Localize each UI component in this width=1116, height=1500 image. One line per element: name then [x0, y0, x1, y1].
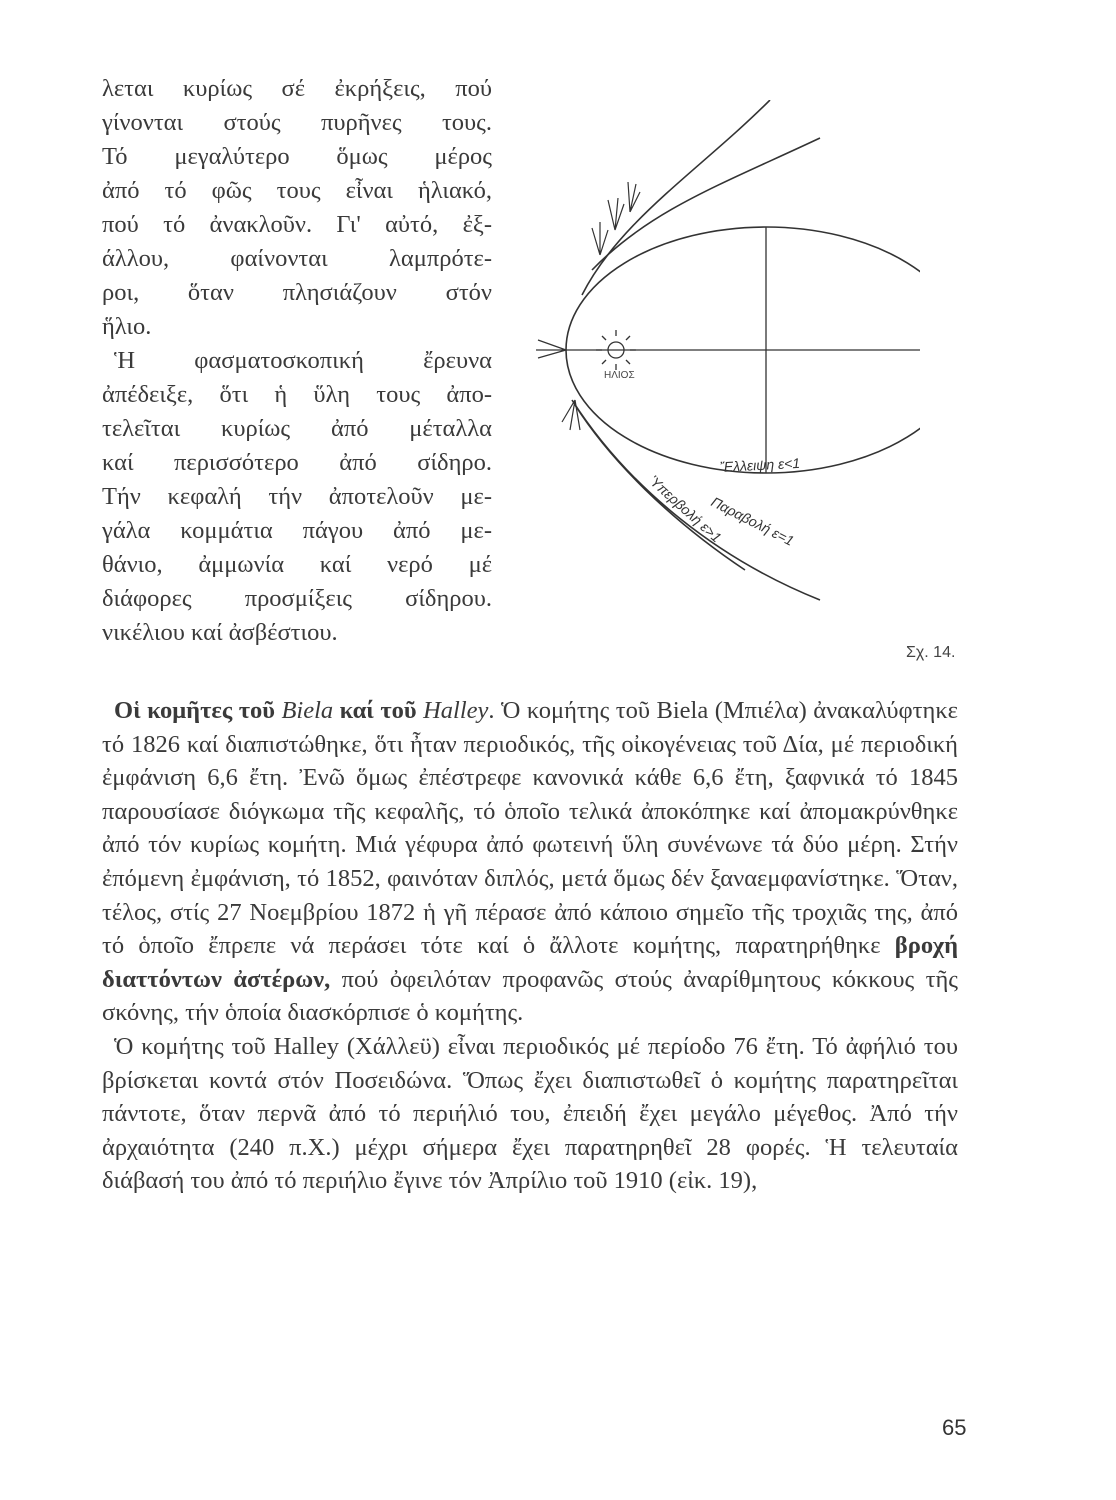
- text-line: γάλα κομμάτια πάγου ἀπό με-: [102, 517, 492, 544]
- left-column-text: [102, 72, 492, 650]
- ellipse-label: Ἔλλειψη ε<1: [719, 454, 801, 475]
- sun-label: ΗΛΙΟΣ: [604, 370, 635, 381]
- body-text: [102, 694, 958, 1198]
- comet-tail-5: [562, 400, 580, 430]
- orbit-diagram: [520, 100, 920, 620]
- section-paragraph-2: Ὁ κομήτης τοῦ Halley (Χάλλεϋ) εἶναι περιοδικός μέ περίοδο 76 ἔτη. Τό ἀφήλιό του βρίσκεται κοντά στόν Ποσειδώνα. Ὅπως ἔχει διαπιστωθεῖ ὁ κομήτης παρατηρεῖται πάντοτε, ὅταν περνᾶ ἀπό τό περιήλιό του, ἐπειδή ἔχει μεγάλο μέγεθος. Ἀπό τήν ἀρχαιότητα (240 π.Χ.) μέχρι σήμερα ἔχει παρατηρηθεῖ 28 φορές. Ἡ τελευταία διάβασή του ἀπό τό περιήλιο ἔγινε τόν Ἀπρίλιο τοῦ 1910 (εἰκ. 19),: [102, 1032, 958, 1195]
- comet-tail-3: [628, 182, 640, 212]
- comet-tail-4: [536, 340, 566, 358]
- text-line: ἀπό τό φῶς τους εἶναι ἡλιακό,: [102, 177, 492, 204]
- page-number: 65: [942, 1415, 967, 1440]
- text-line: γίνονται στούς πυρῆνες τους.: [102, 109, 492, 136]
- text-line: Τό μεγαλύτερο ὅμως μέρος: [102, 143, 492, 170]
- hyperbola-label: Ὑπερβολή ε>1: [645, 472, 725, 546]
- text-line: Τήν κεφαλή τήν ἀποτελοῦν με-: [102, 483, 492, 510]
- text-line: θάνιο, ἀμμωνία καί νερό μέ: [102, 551, 492, 578]
- paragraph-text: πού ὀφειλόταν προφανῶς στούς ἀναρίθμητους κόκκους τῆς σκόνης, τήν ὁποία διασκόρπισε ὁ κομήτης.: [102, 965, 958, 1027]
- parabola-upper-branch: [582, 100, 770, 295]
- paragraph-text: . Ὁ κομήτης τοῦ Biela (Μπιέλα) ἀνακαλύφτηκε τό 1826 καί διαπιστώθηκε, ὅτι ἦταν περιοδικός, τῆς οἰκογένειας τοῦ Δία, μέ περιοδική ἐμφάνιση 6,6 ἔτη. Ἐνῶ ὅμως ἐπέστρεφε κανονικά κάθε 6,6 ἔτη, ξαφνικά τό 1845 παρουσίασε διόγκωμα τῆς κεφαλῆς, τό ὁποῖο τελικά ἀποκόπηκε καί ἀπομακρύνθηκε ἀπό τόν κυρίως κομήτη. Μιά γέφυρα ἀπό φωτεινή ὕλη συνένωνε τά δύο μέρη. Στήν ἐπόμενη ἐμφάνιση, τό 1852, φαινόταν διπλός, μετά ὅμως δέν ξαναεμφανίστηκε. Ὅταν, τέλος, στίς 27 Νοεμβρίου 1872 ἡ γῆ πέρασε ἀπό κάποιο σημεῖο τῆς τροχιᾶς της, ἀπό τό ὁποῖο ἔπρεπε νά περάσει τότε καί ὁ ἄλλοτε κομήτης, παρατηρήθηκε: [102, 697, 958, 960]
- text-line: διάφορες προσμίξεις σίδηρου.: [102, 585, 492, 612]
- text-line: άλλου, φαίνονται λαμπρότε-: [102, 245, 492, 272]
- parabola-label: Παραβολή ε=1: [708, 493, 797, 549]
- section-heading-part: καί τοῦ: [333, 697, 424, 724]
- text-line: τελεῖται κυρίως ἀπό μέταλλα: [102, 415, 492, 442]
- comet-tail-2: [608, 198, 624, 230]
- comet-tail-1: [592, 222, 608, 255]
- section-heading-name: Biela: [281, 697, 334, 724]
- text-line: Ἡ φασματοσκοπική ἔρευνα: [114, 347, 492, 374]
- text-line: λεται κυρίως σέ ἐκρήξεις, πού: [102, 75, 492, 102]
- section-paragraph-1: [102, 694, 958, 1030]
- text-line: ροι, ὅταν πλησιάζουν στόν: [102, 279, 492, 306]
- figure-caption: Σχ. 14.: [906, 644, 956, 661]
- text-line: καί περισσότερο ἀπό σίδηρο.: [102, 449, 492, 476]
- text-line: πού τό ἀνακλοῦν. Γι' αὐτό, ἐξ-: [102, 211, 492, 238]
- text-line: ἥλιο.: [102, 313, 152, 340]
- text-line: νικέλιου καί ἀσβέστιου.: [102, 619, 338, 646]
- bold-phrase: βροχή διαττόντων ἀστέρων,: [102, 932, 958, 993]
- orbit-diagram-svg: [520, 100, 920, 620]
- text-line: ἀπέδειξε, ὅτι ἡ ὕλη τους ἀπο-: [102, 381, 492, 408]
- section-heading-name: Halley: [423, 697, 489, 724]
- parabola-lower-branch: [572, 400, 820, 600]
- section-heading-part: Οἱ κομῆτες τοῦ: [114, 697, 282, 724]
